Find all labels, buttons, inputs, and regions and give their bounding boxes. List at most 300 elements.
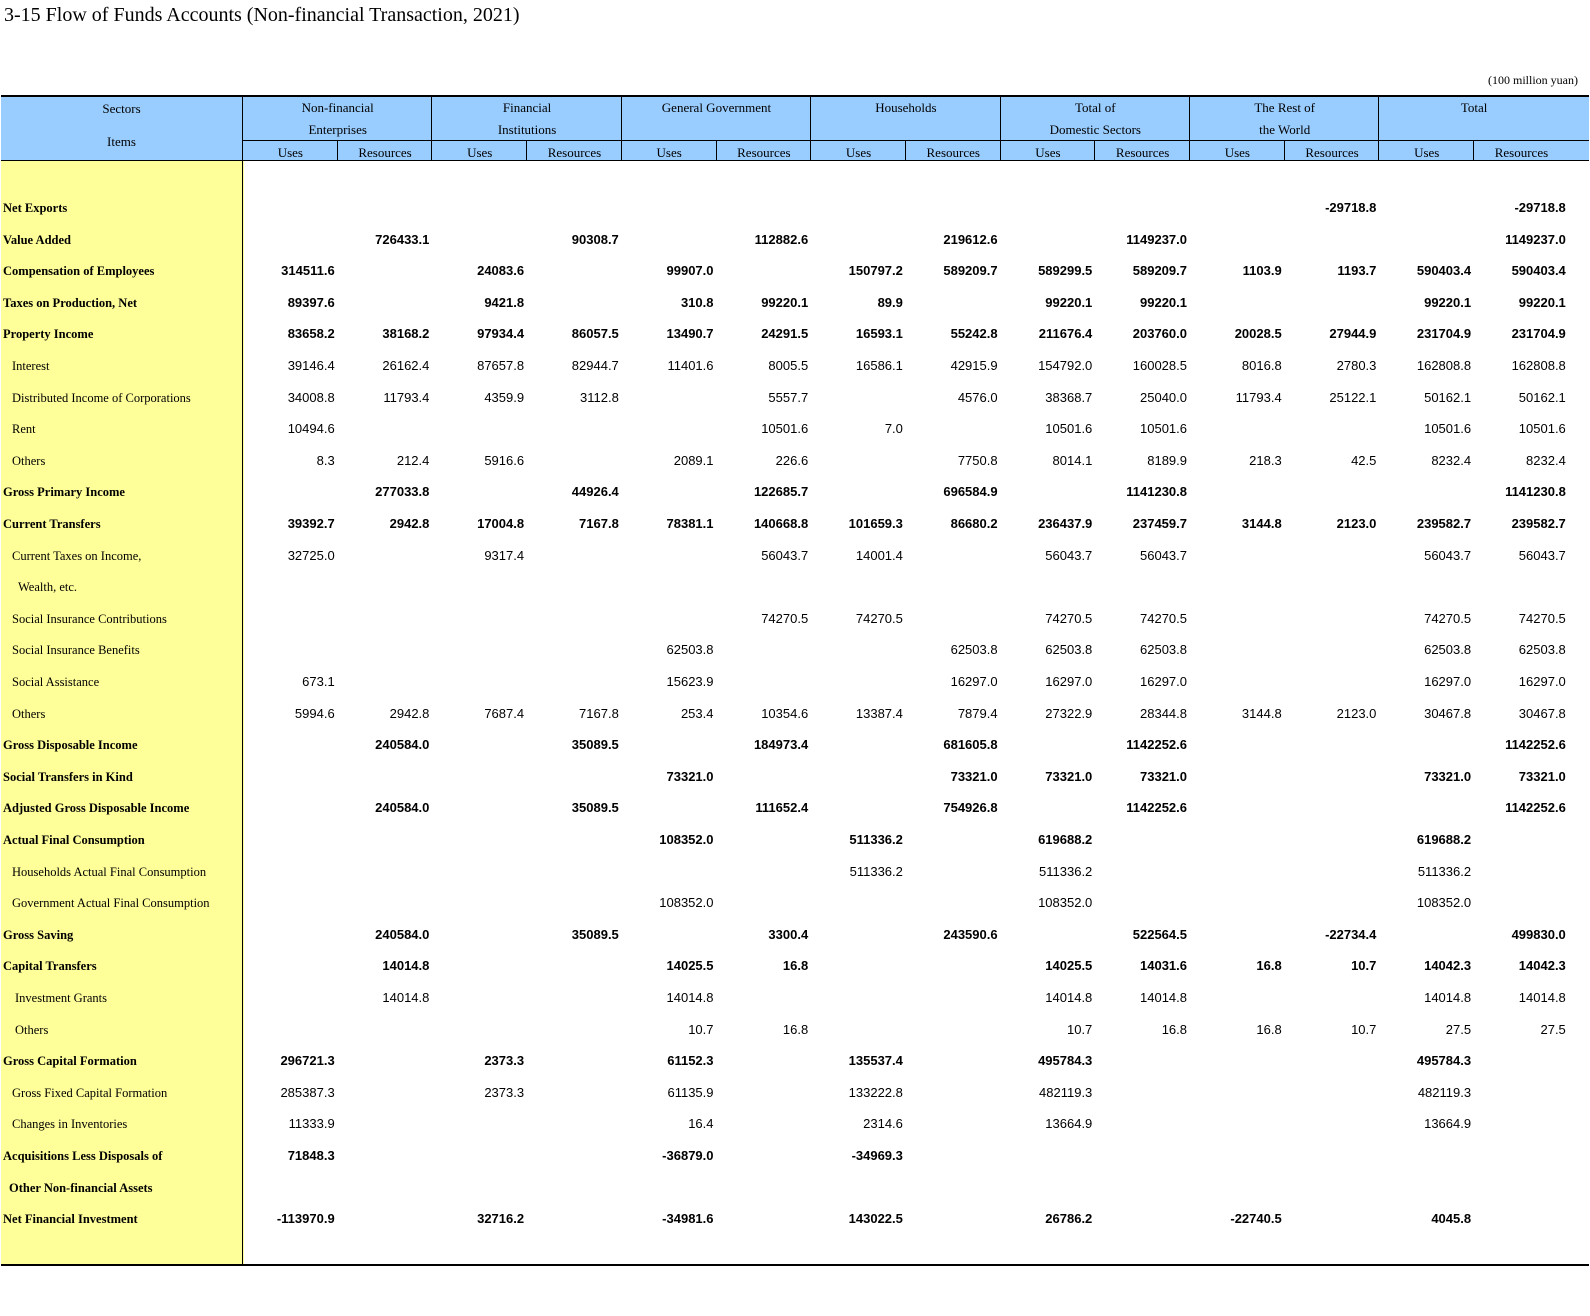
table-row	[1, 920, 1589, 952]
items-column-divider	[242, 97, 243, 1264]
table-cell: 231704.9	[1416, 326, 1472, 342]
uses-resources-divider	[905, 140, 906, 161]
table-cell: 99220.1	[1045, 294, 1093, 310]
table-cell: 26786.2	[1045, 1211, 1093, 1227]
table-cell: -34981.6	[662, 1211, 714, 1227]
table-cell: 8.3	[316, 452, 335, 468]
row-label: Social Transfers in Kind	[3, 769, 133, 784]
table-cell: 99220.1	[1424, 294, 1472, 310]
row-label: Net Financial Investment	[3, 1212, 138, 1227]
sector-header-line1: General Government	[661, 100, 772, 115]
sector-header-line1: Financial	[502, 100, 552, 115]
row-label: Actual Final Consumption	[3, 833, 145, 847]
table-cell: 11401.6	[667, 358, 714, 373]
table-cell: 1142252.6	[1505, 800, 1566, 816]
table-cell: 511336.2	[849, 863, 903, 879]
table-cell: 16.8	[782, 1021, 809, 1037]
uses-column-header: Uses	[467, 145, 493, 160]
row-label: Interest	[12, 359, 50, 373]
table-cell: 89397.6	[287, 294, 335, 310]
table-cell: 13664.9	[1045, 1116, 1093, 1132]
table-row	[1, 604, 1589, 636]
table-cell: 14014.8	[1518, 990, 1566, 1005]
table-header	[1, 97, 1589, 160]
row-label: Other Non-financial Assets	[9, 1180, 153, 1195]
table-cell: 495784.3	[1416, 1053, 1472, 1069]
table-cell: 1142252.6	[1505, 737, 1566, 753]
table-cell: 14025.5	[666, 958, 714, 974]
table-cell: 2942.8	[389, 516, 430, 531]
table-cell: 10354.6	[761, 705, 809, 721]
table-cell: 162808.8	[1511, 358, 1566, 373]
table-cell: 10501.6	[1045, 421, 1093, 437]
row-label: Acquisitions Less Disposals of	[3, 1149, 163, 1163]
table-cell: 62503.8	[950, 642, 998, 658]
table-cell: 236437.9	[1038, 516, 1093, 531]
table-cell: 73321.0	[666, 768, 714, 784]
table-cell: 62503.8	[666, 642, 714, 658]
table-cell: -34969.3	[851, 1148, 903, 1163]
table-cell: 511336.2	[1039, 863, 1093, 879]
table-cell: 10501.6	[1518, 421, 1566, 437]
table-cell: 8232.4	[1431, 452, 1472, 468]
table-cell: 99220.1	[761, 294, 809, 310]
table-cell: 726433.1	[375, 231, 430, 247]
resources-column-header: Resources	[737, 145, 791, 160]
table-cell: 8005.5	[768, 358, 809, 373]
table-cell: 26162.4	[382, 358, 430, 373]
sector-divider	[621, 97, 622, 161]
table-cell: 4045.8	[1431, 1211, 1472, 1227]
sector-header	[1190, 97, 1379, 141]
uses-resources-divider	[337, 140, 338, 161]
table-cell: 62503.8	[1424, 642, 1472, 658]
table-cell: 681605.8	[943, 737, 998, 753]
table-cell: 2123.0	[1336, 705, 1377, 721]
table-row	[1, 635, 1589, 667]
table-cell: -29718.8	[1514, 200, 1566, 215]
sector-header	[432, 97, 621, 141]
table-cell: 14025.5	[1045, 958, 1093, 974]
page-title: 3-15 Flow of Funds Accounts (Non-financial Transaction, 2021)	[4, 4, 520, 26]
sector-subheader-rule	[242, 140, 1589, 141]
sector-header	[1379, 97, 1568, 141]
table-cell: 239582.7	[1511, 516, 1566, 531]
table-cell: 7879.4	[957, 705, 998, 721]
table-cell: 11333.9	[288, 1116, 335, 1132]
table-row	[1, 225, 1589, 257]
table-cell: 226.6	[775, 452, 809, 468]
table-cell: -22740.5	[1230, 1211, 1282, 1227]
table-cell: 74270.5	[1518, 610, 1566, 626]
table-row	[1, 793, 1589, 825]
table-cell: 16297.0	[1140, 674, 1187, 689]
table-row	[1, 1046, 1589, 1078]
table-cell: 34008.8	[287, 389, 335, 405]
uses-column-header: Uses	[277, 145, 303, 160]
sector-header-line2	[622, 119, 811, 141]
table-cell: 13490.7	[666, 326, 714, 342]
table-cell: -29718.8	[1325, 200, 1377, 215]
table-row	[1, 667, 1589, 699]
table-cell: 2780.3	[1336, 358, 1377, 373]
table-row	[1, 1173, 1589, 1205]
table-cell: 5994.6	[294, 705, 335, 721]
table-cell: 14014.8	[1140, 990, 1187, 1005]
row-label: Distributed Income of Corporations	[12, 390, 191, 405]
uses-resources-divider	[1284, 140, 1285, 161]
table-cell: 83658.2	[287, 326, 335, 342]
table-cell: 99220.1	[1140, 294, 1187, 310]
table-cell: 74270.5	[1140, 610, 1187, 626]
table-cell: 73321.0	[1424, 768, 1472, 784]
uses-column-header: Uses	[1035, 145, 1061, 160]
table-cell: 73321.0	[1140, 768, 1187, 784]
table-row	[1, 1141, 1589, 1173]
table-cell: 162808.8	[1416, 358, 1472, 373]
uses-column-header: Uses	[1224, 145, 1250, 160]
unit-label: (100 million yuan)	[1488, 73, 1578, 87]
table-cell: 14014.8	[666, 990, 714, 1005]
uses-column-header: Uses	[656, 145, 682, 160]
table-cell: 20028.5	[1234, 326, 1282, 342]
table-cell: 56043.7	[1518, 547, 1566, 563]
resources-column-header: Resources	[1305, 145, 1359, 160]
table-cell: 140668.8	[753, 516, 809, 531]
sector-header-line2	[1379, 119, 1568, 141]
row-label: Current Taxes on Income,	[12, 548, 142, 563]
table-cell: 16.8	[1256, 958, 1282, 974]
table-row	[1, 888, 1589, 920]
uses-column-header: Uses	[1414, 145, 1440, 160]
flow-of-funds-table	[1, 95, 1589, 1283]
table-cell: 39392.7	[287, 516, 335, 531]
table-cell: 511336.2	[1417, 863, 1472, 879]
table-cell: 122685.7	[753, 484, 809, 500]
table-cell: 239582.7	[1416, 516, 1472, 531]
sector-header-line1: Households	[875, 100, 937, 115]
table-cell: 16297.0	[950, 674, 998, 689]
table-cell: 135537.4	[848, 1053, 903, 1069]
table-cell: 71848.3	[287, 1148, 335, 1163]
table-row	[1, 477, 1589, 509]
sector-header-line2: Domestic Sectors	[1049, 122, 1141, 137]
table-cell: 10501.6	[761, 421, 809, 437]
table-cell: 1103.9	[1242, 263, 1282, 279]
table-row	[1, 288, 1589, 320]
table-cell: 24291.5	[761, 326, 809, 342]
table-cell: 56043.7	[1140, 547, 1187, 563]
table-cell: 2314.6	[863, 1116, 903, 1132]
table-row	[1, 351, 1589, 383]
table-row	[1, 1078, 1589, 1110]
table-cell: 1142252.6	[1126, 737, 1187, 753]
uses-resources-divider	[526, 140, 527, 161]
sector-header-line2: Institutions	[497, 122, 557, 137]
sectors-header-label: Sectors	[102, 101, 141, 116]
table-row	[1, 383, 1589, 415]
table-cell: 16593.1	[855, 326, 903, 342]
table-cell: 112882.6	[754, 231, 809, 247]
table-row	[1, 730, 1589, 762]
row-label: Changes in Inventories	[12, 1117, 128, 1132]
table-cell: 24083.6	[477, 263, 525, 279]
table-cell: 32716.2	[477, 1211, 525, 1227]
uses-resources-divider	[716, 140, 717, 161]
table-cell: 253.4	[680, 705, 714, 721]
table-cell: 16297.0	[1518, 674, 1566, 689]
table-cell: 74270.5	[1424, 610, 1472, 626]
table-cell: 590403.4	[1511, 263, 1566, 279]
table-row	[1, 256, 1589, 288]
resources-column-header: Resources	[1494, 145, 1549, 160]
table-cell: -36879.0	[662, 1148, 714, 1163]
table-cell: 219612.6	[943, 231, 998, 247]
table-cell: 240584.0	[375, 926, 430, 942]
row-label: Households Actual Final Consumption	[12, 864, 207, 879]
table-cell: 56043.7	[1424, 547, 1472, 563]
table-cell: 50162.1	[1518, 389, 1566, 405]
table-cell: 314511.6	[281, 263, 335, 279]
table-cell: 16297.0	[1424, 674, 1472, 689]
table-cell: 285387.3	[280, 1084, 335, 1100]
table-cell: 27944.9	[1329, 326, 1377, 342]
table-cell: 86680.2	[950, 516, 998, 531]
table-cell: 754926.8	[943, 800, 998, 816]
resources-column-header: Resources	[926, 145, 980, 160]
sector-header-line2	[811, 119, 1000, 141]
table-cell: 154792.0	[1038, 358, 1093, 373]
table-cell: 218.3	[1249, 452, 1282, 468]
table-row	[1, 825, 1589, 857]
items-header-label: Items	[107, 134, 136, 149]
table-row	[1, 414, 1589, 446]
table-cell: 482119.3	[1417, 1084, 1472, 1100]
row-label: Adjusted Gross Disposable Income	[3, 801, 190, 816]
table-cell: 1141230.8	[1505, 484, 1566, 500]
table-cell: 231704.9	[1511, 326, 1566, 342]
table-cell: 3144.8	[1241, 516, 1282, 531]
table-cell: 5557.7	[768, 389, 809, 405]
table-cell: 522564.5	[1132, 926, 1187, 942]
table-row	[1, 193, 1589, 225]
sector-header-line2: the World	[1259, 122, 1311, 137]
table-cell: 7167.8	[579, 705, 619, 721]
table-cell: 14014.8	[382, 958, 430, 974]
table-cell: 108352.0	[659, 895, 714, 911]
table-row	[1, 983, 1589, 1015]
table-cell: 78381.1	[666, 516, 714, 531]
table-cell: 38168.2	[382, 326, 430, 342]
table-cell: 56043.7	[1045, 547, 1093, 563]
table-cell: 10.7	[1351, 1021, 1377, 1037]
table-cell: 2123.0	[1336, 516, 1377, 531]
table-cell: 97934.4	[477, 326, 525, 342]
table-row	[1, 699, 1589, 731]
resources-column-header: Resources	[358, 145, 412, 160]
sector-divider	[431, 97, 432, 161]
table-cell: 50162.1	[1424, 389, 1472, 405]
resources-column-header: Resources	[547, 145, 602, 160]
table-cell: 277033.8	[375, 484, 430, 500]
table-cell: 619688.2	[1416, 832, 1472, 847]
table-cell: 28344.8	[1140, 705, 1187, 721]
table-cell: 7687.4	[484, 705, 525, 721]
table-cell: 1149237.0	[1126, 231, 1187, 247]
table-cell: 16297.0	[1045, 674, 1093, 689]
table-cell: 8189.9	[1147, 452, 1187, 468]
table-cell: 32725.0	[287, 547, 335, 563]
table-cell: 2373.3	[484, 1053, 525, 1069]
table-cell: 25040.0	[1140, 389, 1187, 405]
table-cell: 25122.1	[1329, 389, 1377, 405]
table-cell: 8014.1	[1052, 452, 1093, 468]
row-label: Gross Disposable Income	[3, 738, 138, 753]
table-cell: 56043.7	[761, 547, 809, 563]
table-cell: 143022.5	[848, 1211, 903, 1227]
row-label: Compensation of Employees	[3, 264, 155, 279]
table-cell: 13664.9	[1424, 1116, 1472, 1132]
sector-header	[811, 97, 1000, 141]
table-cell: 108352.0	[659, 832, 714, 847]
table-row	[1, 1204, 1589, 1236]
table-cell: 590403.4	[1416, 263, 1472, 279]
table-cell: 16586.1	[855, 358, 903, 373]
table-bottom-rule	[1, 1264, 1589, 1266]
table-cell: 240584.0	[375, 737, 430, 753]
table-cell: 2373.3	[484, 1084, 525, 1100]
table-cell: 73321.0	[1518, 768, 1566, 784]
table-cell: 7750.8	[957, 452, 998, 468]
table-cell: 5916.6	[484, 452, 525, 468]
table-cell: 17004.8	[477, 516, 525, 531]
table-cell: 55242.8	[950, 326, 998, 342]
table-cell: 74270.5	[761, 610, 809, 626]
table-cell: 74270.5	[1045, 610, 1093, 626]
table-cell: 2089.1	[673, 452, 714, 468]
sector-header-line1: Total of	[1074, 100, 1116, 115]
table-cell: 310.8	[680, 294, 714, 310]
table-row	[1, 951, 1589, 983]
table-row	[1, 509, 1589, 541]
table-cell: 108352.0	[1038, 895, 1093, 911]
table-row	[1, 446, 1589, 478]
table-cell: -22734.4	[1325, 926, 1377, 942]
row-label: Social Insurance Benefits	[12, 643, 140, 658]
resources-column-header: Resources	[1115, 145, 1170, 160]
row-label: Social Assistance	[12, 675, 100, 689]
table-cell: 589299.5	[1038, 263, 1093, 279]
row-label: Gross Fixed Capital Formation	[12, 1085, 168, 1100]
table-cell: 14014.8	[1045, 990, 1093, 1005]
table-cell: 39146.4	[287, 358, 335, 373]
table-cell: 90308.7	[571, 231, 619, 247]
row-label: Others	[12, 706, 46, 721]
table-cell: 589209.7	[1132, 263, 1187, 279]
table-cell: 44926.4	[571, 484, 619, 500]
table-cell: 10.7	[1066, 1021, 1093, 1037]
table-row	[1, 857, 1589, 889]
table-cell: 212.4	[396, 452, 430, 468]
table-cell: 9421.8	[484, 294, 525, 310]
table-cell: 4359.9	[484, 389, 525, 405]
table-cell: 10.7	[688, 1021, 714, 1037]
table-cell: 482119.3	[1039, 1084, 1093, 1100]
table-cell: 15623.9	[666, 674, 714, 689]
sector-header-line1: Total	[1460, 100, 1488, 115]
row-label: Government Actual Final Consumption	[12, 896, 210, 911]
sector-divider	[1189, 97, 1190, 161]
table-cell: 38368.7	[1045, 389, 1093, 405]
table-cell: 10.7	[1351, 958, 1377, 974]
row-label: Gross Capital Formation	[3, 1054, 137, 1069]
table-cell: 62503.8	[1045, 642, 1093, 658]
table-cell: 589209.7	[943, 263, 998, 279]
table-cell: 13387.4	[855, 705, 903, 721]
table-cell: 3144.8	[1241, 705, 1282, 721]
table-cell: 4576.0	[957, 389, 998, 405]
row-label: Property Income	[3, 327, 94, 342]
table-row	[1, 541, 1589, 573]
row-label: Taxes on Production, Net	[3, 295, 138, 310]
table-row	[1, 572, 1589, 604]
row-label: Gross Saving	[3, 927, 74, 942]
table-cell: 87657.8	[477, 358, 525, 373]
row-label: Gross Primary Income	[3, 485, 125, 500]
table-cell: 203760.0	[1132, 326, 1187, 342]
table-cell: 35089.5	[571, 737, 619, 753]
table-cell: 160028.5	[1132, 358, 1187, 373]
table-cell: 62503.8	[1140, 642, 1187, 658]
table-cell: 14042.3	[1518, 958, 1566, 974]
table-cell: 619688.2	[1038, 832, 1093, 847]
table-cell: 11793.4	[383, 389, 430, 405]
sector-divider	[1378, 97, 1379, 161]
table-cell: 10501.6	[1140, 421, 1187, 437]
table-cell: 10501.6	[1424, 421, 1472, 437]
table-cell: 74270.5	[855, 610, 903, 626]
table-cell: 14031.6	[1140, 958, 1187, 974]
uses-resources-divider	[1473, 140, 1474, 161]
row-label: Rent	[12, 422, 36, 437]
table-cell: 16.4	[688, 1116, 714, 1132]
table-cell: 61135.9	[667, 1084, 714, 1100]
table-cell: 3300.4	[768, 926, 809, 942]
table-cell: 14014.8	[382, 990, 430, 1005]
table-cell: 9317.4	[484, 547, 525, 563]
table-cell: 7167.8	[579, 516, 619, 531]
row-label: Social Insurance Contributions	[12, 611, 167, 626]
table-cell: -113970.9	[276, 1211, 335, 1227]
row-label: Others	[15, 1022, 49, 1037]
row-label: Net Exports	[3, 201, 68, 215]
sector-header-line1: The Rest of	[1254, 100, 1316, 115]
table-cell: 27.5	[1445, 1021, 1472, 1037]
sector-header	[1001, 97, 1190, 141]
row-label: Others	[12, 453, 46, 468]
table-cell: 27.5	[1540, 1021, 1566, 1037]
table-cell: 184973.4	[753, 737, 809, 753]
sector-header-line2: Enterprises	[308, 122, 367, 137]
table-cell: 8232.4	[1526, 452, 1566, 468]
table-cell: 27322.9	[1045, 705, 1093, 721]
row-label: Investment Grants	[15, 991, 107, 1005]
table-cell: 16.8	[1161, 1021, 1187, 1037]
table-cell: 211676.4	[1038, 326, 1093, 342]
table-cell: 11793.4	[1235, 389, 1282, 405]
table-cell: 30467.8	[1518, 705, 1566, 721]
sector-divider	[1000, 97, 1001, 161]
